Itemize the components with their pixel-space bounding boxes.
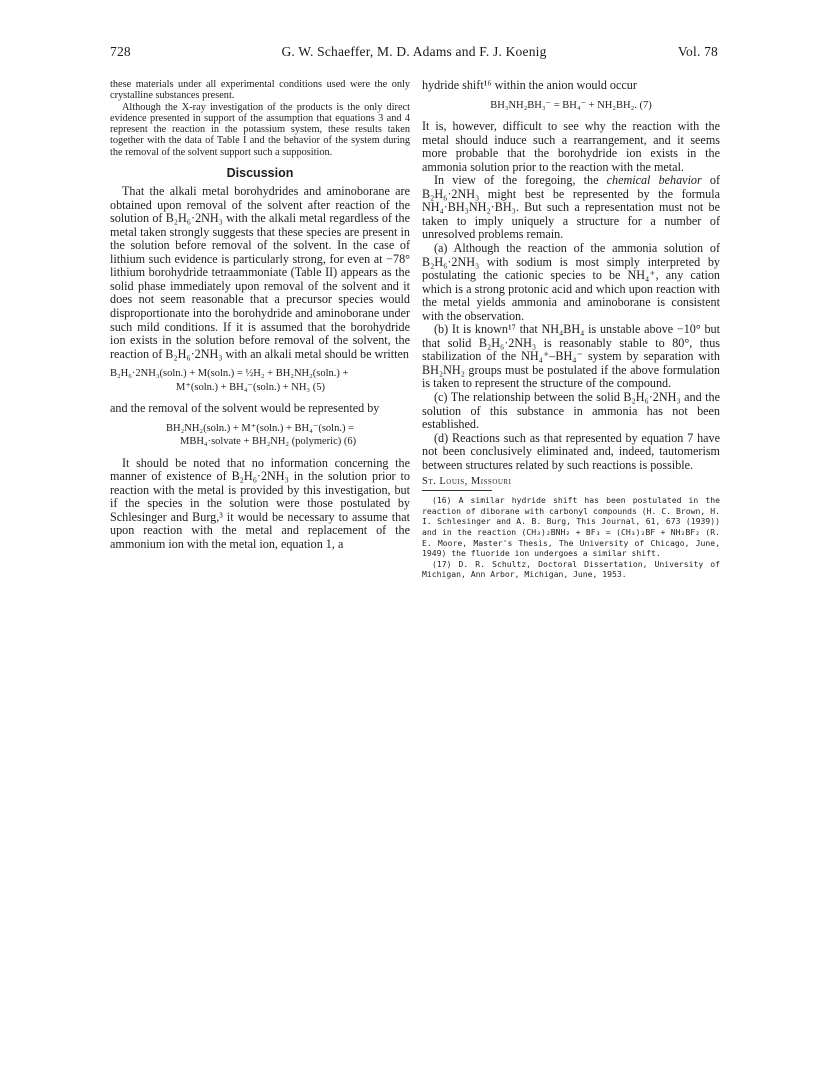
discussion-paragraph-3: It should be noted that no information concerning the manner of existence of B₂H₆·2NH₃ in the solution prior to reaction with the metal is provided by this investigation, but if the species in the solution were those postulated by Schlesinger and Burg,³ it would be necessary to assume that upon reaction with the metal and replacement of the ammonium ion with the metal ion, equation 1, a (110, 455, 410, 552)
chemical-behavior-italic: chemical behavior (606, 173, 702, 188)
chemical-behavior-paragraph (422, 174, 720, 242)
institution-location: St. Louis, Missouri (422, 476, 512, 488)
problem-item-b: (b) It is known¹⁷ that NH₄BH₄ is unstable above −10° but that solid B₂H₆·2NH₃ is reasonably stable to 80°, thus stabilization of the NH₄⁺–BH₄⁻ system by separation with BH₂NH₂ groups must be postulated if the above formulation is taken to represent the structure of the compound. (422, 322, 720, 391)
equation-7: BH₃NH₂BH₃⁻ = BH₄⁻ + NH₂BH₂. (7) (490, 99, 652, 111)
rearrangement-paragraph: It is, however, difficult to see why the reaction with the metal should induce such a rearrangement, and it seems more probable that the borohydride ion exists in the ammonia solution prior to the reaction with the metal. (422, 119, 720, 174)
continued-paragraph: hydride shift¹⁶ within the anion would occur (422, 78, 637, 92)
author-line: G. W. Schaeffer, M. D. Adams and F. J. Koenig (281, 44, 547, 59)
volume-label: Vol. 78 (677, 44, 718, 59)
equation-6-line-1: BH₂NH₂(soln.) + M⁺(soln.) + BH₄⁻(soln.) = (166, 422, 354, 434)
chemical-behavior-lead: In view of the foregoing, the (434, 173, 607, 188)
equation-6-line-2: MBH₄·solvate + BH₂NH₂ (polymeric) (6) (180, 436, 357, 448)
problem-item-a: (a) Although the reaction of the ammonia solution of B₂H₆·2NH₃ with sodium is most simply interpreted by postulating the cationic species to be NH₄⁺, any cation which is a strong protonic acid and which upon reaction with the metal yields ammonia and aminoborane is consistent with the observation. (422, 240, 720, 323)
discussion-paragraph-1: That the alkali metal borohydrides and aminoborane are obtained upon removal of the solvent after reaction of the solution of B₂H₆·2NH₃ with the alkali metal regardless of the metal taken strongly suggests that these species are present in the solution before removal of the solvent. In the case of lithium such evidence is particularly strong, for even at −78° lithium borohydride tetraammoniate (Table II) appears as the solid phase immediately upon removal of the solvent and it does not seem reasonable that a precursor species would disproportionate into the borohydride and aminoborane under such mild conditions. If it is assumed that the borohydride ion exists in the solution before removal of the solvent, the reaction of B₂H₆·2NH₃ with an alkali metal should be written (110, 184, 410, 361)
equation-5-line-2: M⁺(soln.) + BH₄⁻(soln.) + NH₃ (5) (176, 381, 325, 393)
footnote-17: (17) D. R. Schultz, Doctoral Dissertation, University of Michigan, Ann Arbor, Michigan, June, 1953. (422, 558, 720, 580)
problem-item-c: (c) The relationship between the solid B₂H₆·2NH₃ and the solution of this substance in ammonia has not been established. (422, 389, 720, 432)
right-column (422, 79, 720, 580)
chemical-behavior-rest: of B₂H₆·2NH₃ might best be represented by the formula NH₄·BH₃NH₂·BH₃. But such a representation must not be taken to imply uniquely a structure for a number of unresolved problems remain. (422, 173, 720, 242)
section-heading: Discussion (226, 166, 294, 181)
intro-paragraph-1: these materials under all experimental conditions used were the only crystalline substances present. (110, 79, 410, 102)
page-number: 728 (110, 44, 131, 59)
problem-item-d: (d) Reactions such as that represented by equation 7 have not been conclusively eliminated and, indeed, tautomerism between structures related by such reactions is possible. (422, 430, 720, 472)
intro-paragraph-2: Although the X-ray investigation of the products is the only direct evidence presented in support of the assumption that equations 3 and 4 represent the reaction in the potassium system, these results taken together with the data of Table I and the behavior of the system during the removal of the solvent support such a supposition. (110, 101, 410, 158)
running-header (110, 44, 718, 64)
footnote-divider (422, 490, 492, 491)
footnotes (422, 495, 720, 580)
equation-5-line-1: B₂H₆·2NH₃(soln.) + M(soln.) = ½H₂ + BH₂NH₂(soln.) + (110, 368, 349, 380)
equation-5 (110, 367, 410, 394)
discussion-paragraph-2: and the removal of the solvent would be represented by (110, 401, 380, 416)
left-column (110, 79, 410, 552)
equation-6 (110, 422, 410, 449)
footnote-16: (16) A similar hydride shift has been postulated in the reaction of diborane with carbonyl compounds (H. C. Brown, H. I. Schlesinger and A. B. Burg, This Journal, 61, 673 (1939)) and in the reaction (CH₃)₂BNH₂ + BF₃ = (CH₃)₂BF + NH₂BF₂ (R. E. Moore, Master's Thesis, The University of Chicago, June, 1949) the fluoride ion undergoes a similar shift. (422, 495, 720, 559)
